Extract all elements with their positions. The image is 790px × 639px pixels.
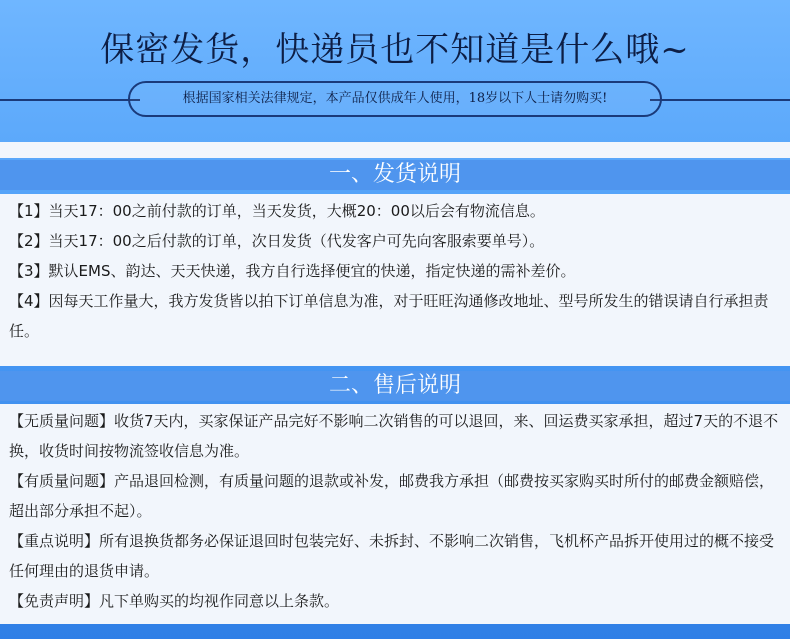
divider-line-left (0, 99, 140, 101)
aftersale-item-4: 【免责声明】凡下单购买的均视作同意以上条款。 (9, 592, 340, 610)
aftersale-heading: 二、售后说明 (0, 371, 790, 401)
shipping-item-4: 【4】因每天工作量大，我方发货皆以拍下订单信息为准，对于旺旺沟通修改地址、型号所发生的错误请自行承担责任。 (9, 292, 769, 340)
age-notice: 根据国家相关法律规定，本产品仅供成年人使用，18岁以下人士请勿购买! (128, 81, 662, 117)
top-strip (0, 142, 790, 158)
shipping-item-3: 【3】默认EMS、韵达、天天快递，我方自行选择便宜的快递，指定快递的需补差价。 (9, 262, 576, 280)
page-title: 保密发货，快递员也不知道是什么哦~ (100, 30, 690, 70)
shipping-heading: 一、发货说明 (0, 160, 790, 190)
shipping-item-1: 【1】当天17：00之前付款的订单，当天发货，大概20：00以后会有物流信息。 (9, 202, 545, 220)
shipping-panel (0, 194, 790, 366)
aftersale-item-2: 【有质量问题】产品退回检测，有质量问题的退款或补发，邮费我方承担（邮费按买家购买时所付的邮费金额赔偿，超出部分承担不起）。 (9, 472, 775, 520)
shipping-item-2: 【2】当天17：00之后付款的订单，次日发货（代发客户可先向客服索要单号）。 (9, 232, 545, 250)
aftersale-item-1: 【无质量问题】收货7天内，买家保证产品完好不影响二次销售的可以退回，来、回运费买家承担，超过7天的不退不换，收货时间按物流签收信息为准。 (9, 412, 779, 460)
aftersale-panel (0, 404, 790, 624)
header-banner (0, 0, 790, 140)
aftersale-item-3: 【重点说明】所有退换货都务必保证退回时包装完好、未拆封、不影响二次销售，飞机杯产品拆开使用过的概不接受任何理由的退货申请。 (9, 532, 775, 580)
divider-line-right (650, 99, 790, 101)
